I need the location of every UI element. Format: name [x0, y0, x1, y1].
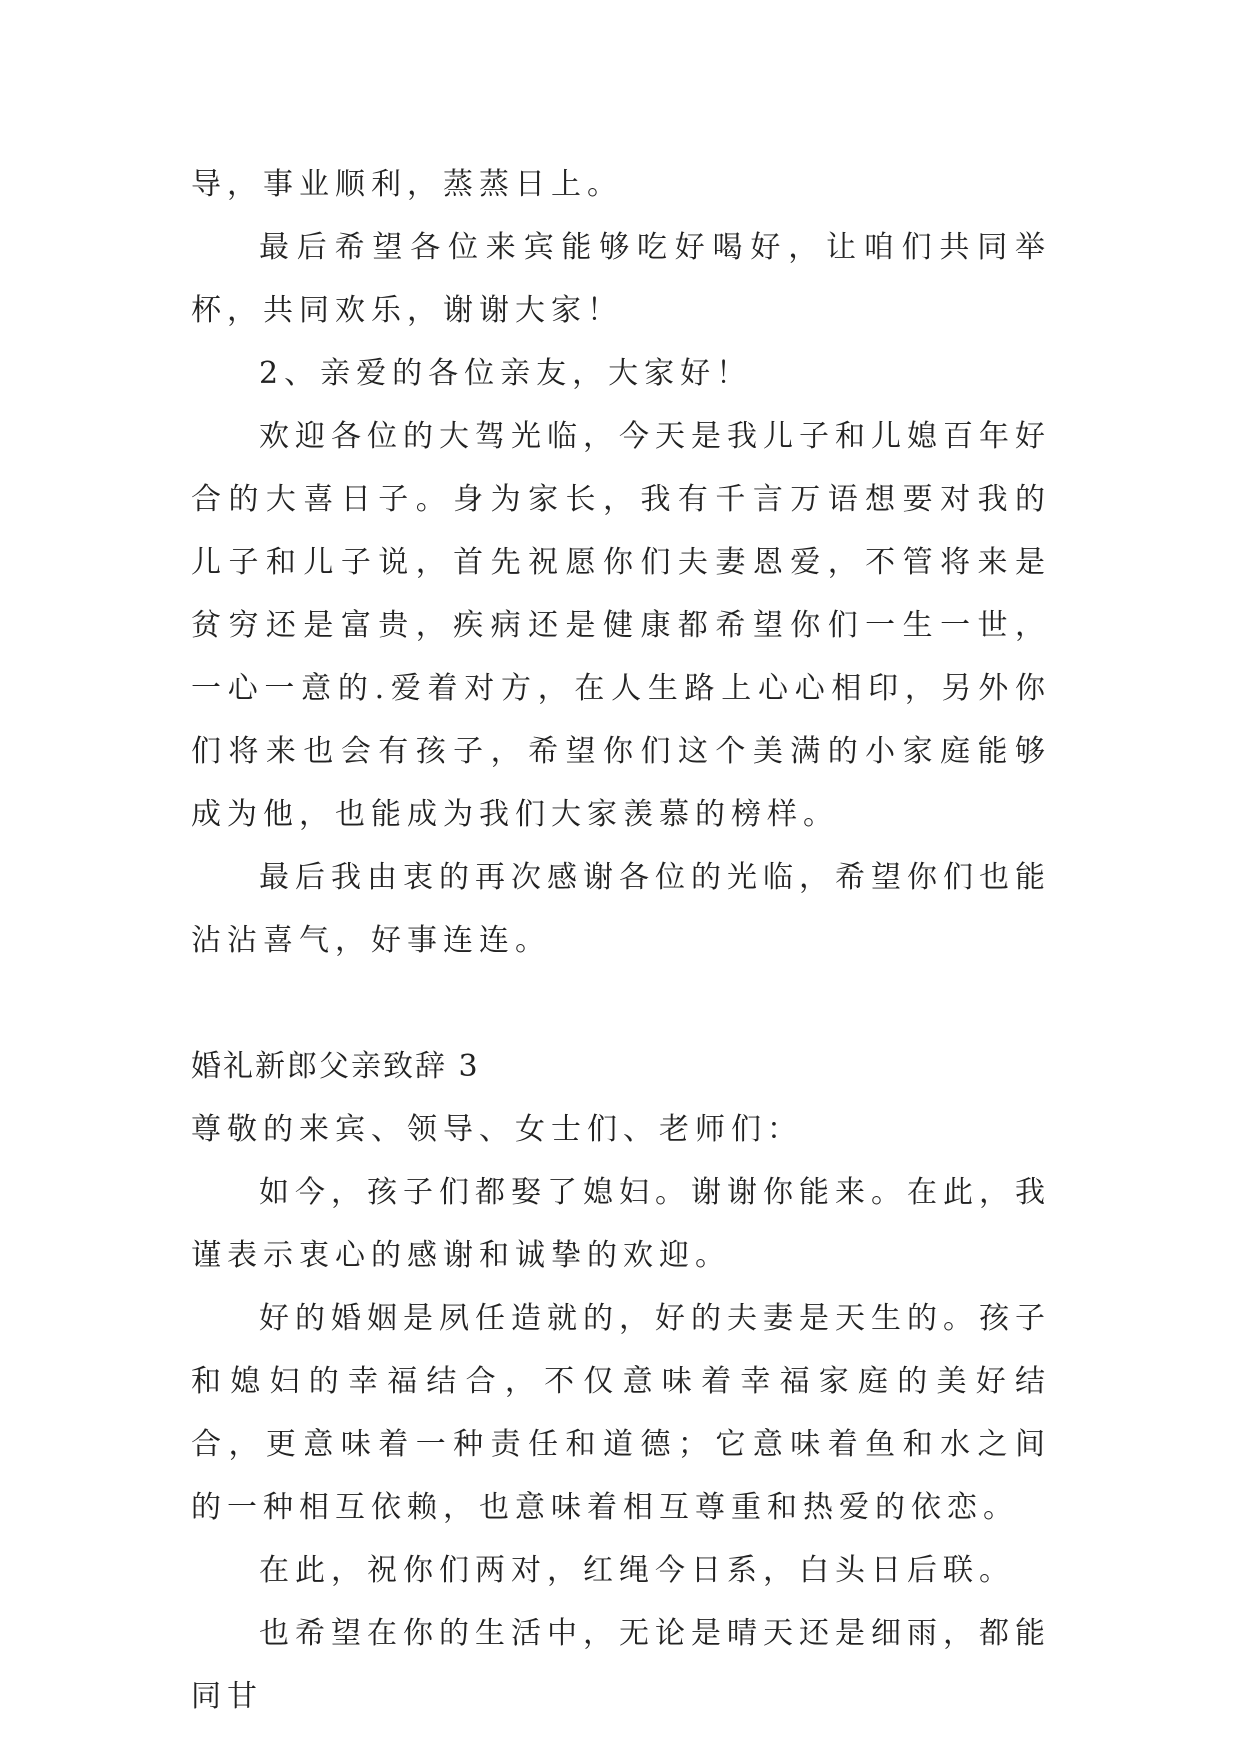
paragraph: 在此，祝你们两对，红绳今日系，白头日后联。	[259, 1553, 1015, 1588]
paragraph: 欢迎各位的大驾光临，今天是我儿子和儿媳百年好合的大喜日子。身为家长，我有千言万语想要对我的儿子和儿子说，首先祝愿你们夫妻恩爱，不管将来是贫穷还是富贵，疾病还是健康都希望你们一生一世，一心一意的.爱着对方，在人生路上心心相印，另外你们将来也会有孩子，希望你们这个美满的小家庭能够成为他，也能成为我们大家羡慕的榜样。	[191, 419, 1051, 832]
paragraph: 如今，孩子们都娶了媳妇。谢谢你能来。在此，我谨表示衷心的感谢和诚挚的欢迎。	[191, 1175, 1051, 1273]
paragraph: 好的婚姻是夙任造就的，好的夫妻是天生的。孩子和媳妇的幸福结合，不仅意味着幸福家庭的美好结合，更意味着一种责任和道德；它意味着鱼和水之间的一种相互依赖，也意味着相互尊重和热爱的依恋。	[191, 1301, 1051, 1525]
paragraph: 也希望在你的生活中，无论是晴天还是细雨，都能同甘	[191, 1616, 1051, 1714]
document-body	[191, 153, 1051, 1728]
paragraph: 最后希望各位来宾能够吃好喝好，让咱们共同举杯，共同欢乐，谢谢大家！	[191, 230, 1051, 328]
section-spacer	[191, 972, 1051, 1035]
section-title: 婚礼新郎父亲致辞 3	[191, 1049, 480, 1084]
paragraph: 2、亲爱的各位亲友，大家好！	[259, 356, 753, 391]
paragraph: 导，事业顺利，蒸蒸日上。	[191, 167, 623, 202]
salutation: 尊敬的来宾、领导、女士们、老师们：	[191, 1112, 803, 1147]
paragraph: 最后我由衷的再次感谢各位的光临，希望你们也能沾沾喜气，好事连连。	[191, 860, 1051, 958]
